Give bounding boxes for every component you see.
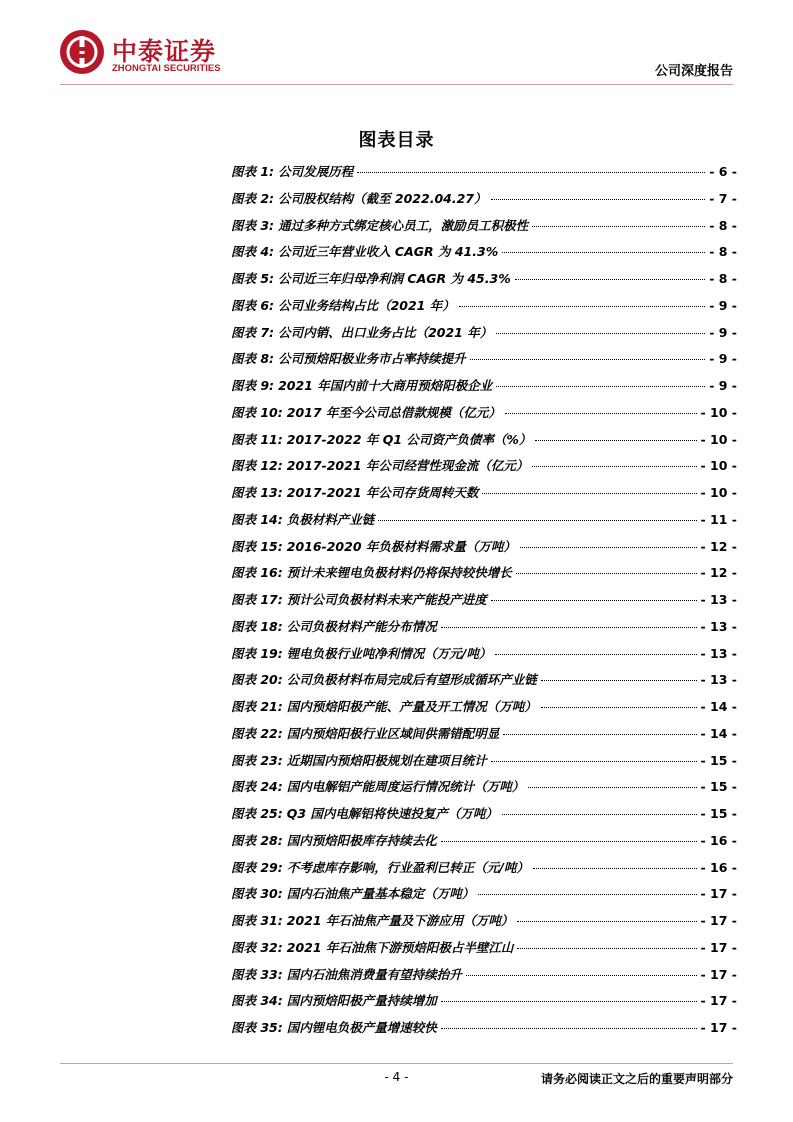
toc-entry-label: 图表 10: (231, 404, 283, 420)
disclaimer-text: 请务必阅读正文之后的重要声明部分 (540, 1072, 733, 1086)
toc-entry-label: 图表 33: (231, 966, 283, 982)
toc-leader-dots (482, 493, 696, 494)
toc-entry[interactable] (231, 751, 737, 778)
toc-entry-label: 图表 11: (231, 431, 283, 447)
toc-entry-title: 锂电负极行业吨净利情况（万元/吨） (286, 645, 492, 661)
toc-entry[interactable] (231, 349, 737, 376)
toc-leader-dots (496, 333, 705, 334)
toc-entry[interactable] (231, 884, 737, 911)
toc-leader-dots (478, 894, 696, 895)
toc-entry-page: - 8 - (709, 244, 737, 260)
toc-entry-label: 图表 6: (231, 297, 275, 313)
toc-entry-page: - 17 - (700, 886, 737, 902)
logo-chinese-name: 中泰证券 (112, 37, 217, 66)
toc-leader-dots (378, 520, 696, 521)
toc-entry-page: - 9 - (709, 297, 737, 313)
toc-entry-page: - 12 - (700, 565, 737, 581)
toc-entry-title: 国内电解铝产能周度运行情况统计（万吨） (286, 779, 525, 795)
toc-entry-label: 图表 5: (231, 271, 275, 286)
toc-entry-label: 图表 22: (231, 725, 283, 741)
toc-entry-page: - 9 - (709, 378, 737, 393)
toc-entry-title: 公司内销、出口业务占比（2021 年） (278, 324, 493, 340)
toc-leader-dots (459, 306, 706, 307)
toc-entry-label: 图表 8: (231, 351, 275, 367)
toc-entry-page: - 14 - (700, 699, 737, 714)
toc-title: 图表目录 (358, 130, 435, 151)
toc-entry-title: 公司负极材料布局完成后有望形成循环产业链 (286, 672, 537, 688)
toc-entry-label: 图表 9: (231, 378, 275, 393)
toc-entry-page: - 12 - (700, 538, 737, 554)
toc-entry-label: 图表 13: (231, 485, 283, 500)
toc-entry[interactable] (231, 644, 737, 671)
toc-entry[interactable] (231, 242, 737, 269)
toc-entry[interactable] (231, 323, 737, 350)
toc-entry-page: - 17 - (700, 993, 737, 1009)
toc-entry-title: 通过多种方式绑定核心员工，激励员工积极性 (278, 217, 529, 233)
toc-leader-dots (441, 841, 697, 842)
toc-entry[interactable] (231, 162, 737, 189)
toc-entry-title: 2017-2021 年公司经营性现金流（亿元） (286, 458, 529, 474)
toc-entry-title: 2021 年石油焦产量及下游应用（万吨） (286, 913, 514, 928)
toc-entry-page: - 15 - (700, 752, 737, 768)
toc-entry-label: 图表 18: (231, 618, 283, 634)
toc-entry[interactable] (231, 403, 737, 430)
toc-entry[interactable] (231, 430, 737, 457)
toc-entry-label: 图表 2: (231, 190, 275, 206)
toc-entry-page: - 11 - (700, 511, 737, 527)
toc-entry-label: 图表 7: (231, 324, 275, 340)
toc-entry-page: - 15 - (700, 806, 737, 821)
toc-entry-label: 图表 25: (231, 806, 283, 821)
toc-leader-dots (441, 1028, 697, 1029)
toc-entry[interactable] (231, 804, 737, 831)
toc-entry-title: 2017-2022 年 Q1 公司资产负债率（%） (286, 431, 532, 447)
toc-entry-title: 2021 年石油焦下游预焙阳极占半壁江山 (286, 939, 514, 955)
toc-entry-page: - 10 - (700, 485, 737, 500)
toc-entry[interactable] (231, 510, 737, 537)
toc-entry[interactable] (231, 831, 737, 858)
toc-entry-label: 图表 17: (231, 592, 283, 607)
toc-entry[interactable] (231, 590, 737, 617)
toc-entry-title: 预计未来锂电负极材料仍将保持较快增长 (286, 565, 512, 581)
toc-leader-dots (541, 680, 697, 681)
toc-leader-dots (528, 787, 696, 788)
toc-leader-dots (441, 1001, 697, 1002)
toc-entry-page: - 10 - (700, 458, 737, 474)
toc-entry-page: - 10 - (700, 431, 737, 447)
toc-entry[interactable] (231, 670, 737, 697)
toc-entry-page: - 17 - (700, 939, 737, 955)
toc-leader-dots (466, 975, 697, 976)
toc-entry-page: - 9 - (709, 351, 737, 367)
toc-leader-dots (505, 413, 697, 414)
toc-entry-title: 负极材料产业链 (286, 511, 375, 527)
toc-entry-page: - 15 - (700, 779, 737, 795)
toc-leader-dots (517, 921, 696, 922)
toc-entry-title: 公司近三年归母净利润 CAGR 为 45.3% (278, 271, 511, 286)
toc-entry-label: 图表 3: (231, 217, 275, 233)
toc-entry[interactable] (231, 563, 737, 590)
toc-leader-dots (517, 948, 696, 949)
toc-entry[interactable] (231, 537, 737, 564)
toc-entry-page: - 17 - (700, 966, 737, 982)
toc-leader-dots (516, 573, 697, 574)
toc-entry-page: - 8 - (709, 217, 737, 233)
toc-leader-dots (491, 199, 706, 200)
toc-leader-dots (441, 627, 697, 628)
report-type-label: 公司深度报告 (654, 64, 733, 79)
toc-entry-label: 图表 23: (231, 752, 283, 768)
toc-entry-label: 图表 31: (231, 913, 283, 928)
toc-entry-page: - 7 - (709, 190, 737, 206)
toc-entry-label: 图表 35: (231, 1020, 283, 1035)
toc-entry-label: 图表 15: (231, 538, 283, 554)
toc-entry-title: 2017 年至今公司总借款规模（亿元） (286, 404, 501, 420)
toc-entry-page: - 13 - (700, 592, 737, 607)
toc-entry[interactable] (231, 617, 737, 644)
toc-entry-page: - 13 - (700, 645, 737, 661)
toc-entry[interactable] (231, 724, 737, 751)
toc-entry-title: 国内预焙阳极产量持续增加 (286, 993, 437, 1009)
toc-entry-title: Q3 国内电解铝将快速投复产（万吨） (286, 806, 498, 821)
toc-entry-title: 2021 年国内前十大商用预焙阳极企业 (278, 378, 493, 393)
toc-entry-page: - 8 - (709, 271, 737, 286)
toc-entry-label: 图表 20: (231, 672, 283, 688)
toc-entry-page: - 16 - (700, 859, 737, 875)
toc-entry-title: 近期国内预焙阳极规划在建项目统计 (286, 752, 487, 768)
toc-entry-label: 图表 16: (231, 565, 283, 581)
toc-entry-label: 图表 14: (231, 511, 283, 527)
toc-leader-dots (502, 814, 697, 815)
toc-entry-label: 图表 19: (231, 645, 283, 661)
toc-entry-label: 图表 24: (231, 779, 283, 795)
toc-entry[interactable] (231, 991, 737, 1018)
toc-entry-title: 预计公司负极材料未来产能投产进度 (286, 592, 487, 607)
toc-entry-title: 国内锂电负极产量增速较快 (286, 1020, 437, 1035)
toc-entry-page: - 10 - (700, 404, 737, 420)
toc-entry-label: 图表 1: (231, 164, 275, 179)
toc-entry-title: 不考虑库存影响，行业盈利已转正（元/吨） (286, 859, 529, 875)
toc-entry-label: 图表 34: (231, 993, 283, 1009)
toc-entry-page: - 6 - (709, 164, 737, 179)
toc-leader-dots (541, 707, 697, 708)
page-number: - 4 - (384, 1070, 409, 1084)
toc-entry-title: 公司业务结构占比（2021 年） (278, 297, 455, 313)
toc-leader-dots (495, 654, 696, 655)
toc-entry[interactable] (231, 777, 737, 804)
company-logo (60, 30, 250, 80)
toc-entry-label: 图表 32: (231, 939, 283, 955)
toc-entry-page: - 13 - (700, 672, 737, 688)
zhongtai-emblem-icon (60, 30, 104, 74)
toc-entry-title: 公司近三年营业收入 CAGR 为 41.3% (278, 244, 499, 260)
toc-entry-title: 2017-2021 年公司存货周转天数 (286, 485, 479, 500)
toc-leader-dots (532, 226, 705, 227)
toc-leader-dots (515, 279, 706, 280)
toc-entry[interactable] (231, 1018, 737, 1045)
toc-entry-page: - 13 - (700, 618, 737, 634)
header-divider (60, 84, 733, 85)
toc-leader-dots (357, 172, 705, 173)
toc-entry[interactable] (231, 911, 737, 938)
toc-leader-dots (503, 734, 696, 735)
toc-entry-page: - 9 - (709, 324, 737, 340)
toc-entry-label: 图表 12: (231, 458, 283, 474)
toc-leader-dots (533, 868, 697, 869)
toc-entry[interactable] (231, 483, 737, 510)
toc-entry-title: 国内预焙阳极产能、产量及开工情况（万吨） (286, 699, 537, 714)
toc-entry-label: 图表 29: (231, 859, 283, 875)
toc-entry-page: - 14 - (700, 725, 737, 741)
toc-leader-dots (491, 600, 697, 601)
toc-entry-title: 国内石油焦消费量有望持续抬升 (286, 966, 462, 982)
toc-entry[interactable] (231, 965, 737, 992)
toc-entry[interactable] (231, 938, 737, 965)
toc-entry-label: 图表 4: (231, 244, 275, 260)
logo-english-name: ZHONGTAI SECURITIES (112, 63, 221, 74)
toc-entry-title: 国内预焙阳极库存持续去化 (286, 832, 437, 848)
toc-entry[interactable] (231, 296, 737, 323)
toc-entry-title: 公司股权结构（截至 2022.04.27） (278, 190, 487, 206)
toc-leader-dots (496, 386, 705, 387)
toc-entry[interactable] (231, 697, 737, 724)
toc-entry-page: - 17 - (700, 913, 737, 928)
figure-table-of-contents (231, 162, 737, 1045)
toc-entry-title: 国内预焙阳极行业区域间供需错配明显 (286, 725, 500, 741)
toc-leader-dots (470, 359, 706, 360)
toc-leader-dots (520, 547, 697, 548)
toc-entry-page: - 17 - (700, 1020, 737, 1035)
toc-entry[interactable] (231, 376, 737, 403)
toc-entry-title: 公司发展历程 (278, 164, 354, 179)
footer-divider (60, 1063, 733, 1064)
toc-entry-page: - 16 - (700, 832, 737, 848)
toc-entry[interactable] (231, 216, 737, 243)
toc-leader-dots (502, 252, 705, 253)
toc-leader-dots (535, 440, 696, 441)
toc-entry[interactable] (231, 269, 737, 296)
toc-entry-title: 公司负极材料产能分布情况 (286, 618, 437, 634)
toc-entry-label: 图表 28: (231, 832, 283, 848)
toc-entry-label: 图表 30: (231, 886, 283, 902)
toc-entry-title: 国内石油焦产量基本稳定（万吨） (286, 886, 475, 902)
toc-entry[interactable] (231, 456, 737, 483)
toc-entry[interactable] (231, 189, 737, 216)
toc-entry-label: 图表 21: (231, 699, 283, 714)
toc-leader-dots (491, 761, 697, 762)
toc-entry-title: 2016-2020 年负极材料需求量（万吨） (286, 538, 516, 554)
toc-entry-title: 公司预焙阳极业务市占率持续提升 (278, 351, 466, 367)
toc-leader-dots (532, 466, 696, 467)
toc-entry[interactable] (231, 858, 737, 885)
